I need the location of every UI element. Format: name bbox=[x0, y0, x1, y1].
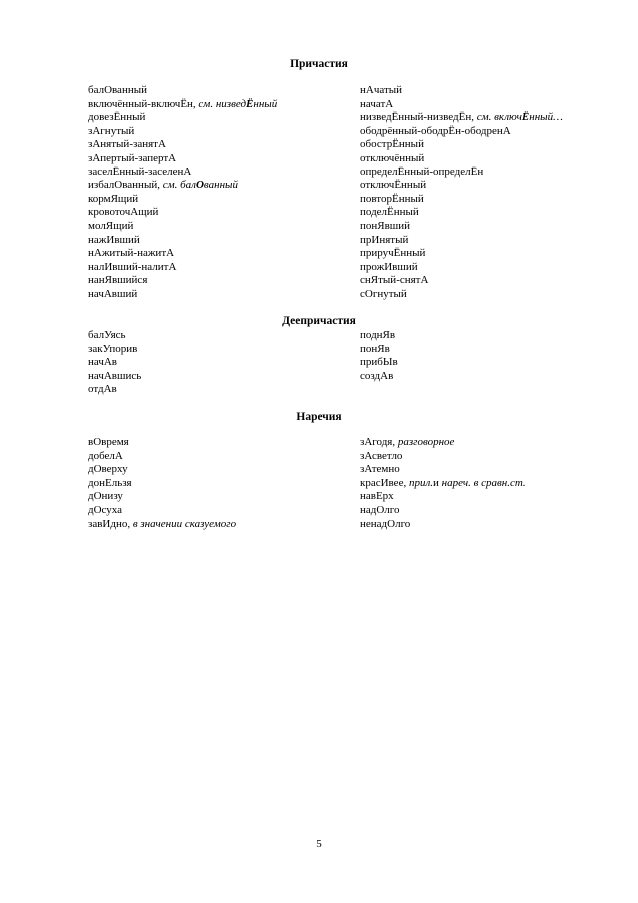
word-entry bbox=[88, 518, 236, 532]
word-text: начАв bbox=[88, 356, 117, 369]
word-entry bbox=[360, 504, 526, 518]
word-text: нАчатый bbox=[360, 84, 403, 96]
word-text: приручЁнный bbox=[360, 247, 426, 260]
word-text: дОсуха bbox=[88, 503, 123, 516]
adverbs-right-column bbox=[360, 436, 526, 531]
word-text: Ё bbox=[246, 97, 254, 110]
word-entry bbox=[360, 179, 563, 193]
word-entry bbox=[88, 436, 236, 450]
word-entry bbox=[360, 138, 563, 152]
word-entry bbox=[360, 220, 563, 234]
word-entry bbox=[360, 329, 398, 343]
word-text: зАгнутый bbox=[88, 124, 135, 137]
word-entry bbox=[88, 274, 277, 288]
word-text: зАсветло bbox=[360, 449, 403, 462]
word-text: нажИвший bbox=[88, 233, 140, 246]
word-text: в значении сказуемого bbox=[132, 517, 237, 530]
word-text: прИнятый bbox=[360, 233, 409, 246]
word-text: Ё bbox=[521, 111, 530, 124]
word-entry bbox=[88, 288, 277, 302]
word-text: ненадОлго bbox=[360, 517, 411, 530]
word-entry bbox=[360, 261, 563, 275]
word-text: молЯщий bbox=[88, 219, 134, 232]
word-text: понЯв bbox=[360, 342, 390, 355]
word-entry bbox=[88, 450, 236, 464]
word-text: завИдно, bbox=[88, 517, 133, 530]
word-text: добелА bbox=[88, 449, 123, 462]
word-text: нный… bbox=[529, 111, 563, 124]
word-text: снЯтый-снятА bbox=[360, 274, 429, 287]
word-text: поделЁнный bbox=[360, 206, 419, 219]
word-text: см. бал bbox=[162, 179, 196, 192]
word-entry bbox=[360, 206, 563, 220]
word-text: зАнятый-занятА bbox=[88, 138, 166, 151]
word-entry bbox=[360, 450, 526, 464]
word-text: заселЁнный-заселенА bbox=[88, 165, 192, 178]
word-entry bbox=[360, 288, 563, 302]
word-text: отключЁнный bbox=[360, 179, 427, 192]
word-text: создАв bbox=[360, 369, 394, 382]
word-entry bbox=[88, 179, 277, 193]
gerunds-right-column bbox=[360, 329, 398, 383]
word-text: отключённый bbox=[360, 151, 425, 164]
word-text: ободрённый-ободрЁн-ободренА bbox=[360, 124, 511, 137]
word-entry bbox=[360, 490, 526, 504]
word-entry bbox=[88, 111, 277, 125]
word-entry bbox=[88, 370, 141, 384]
word-text: балОванный bbox=[88, 84, 147, 96]
word-entry bbox=[360, 370, 398, 384]
word-entry bbox=[360, 234, 563, 248]
word-text: ванный bbox=[203, 179, 238, 192]
word-text: прожИвший bbox=[360, 260, 418, 273]
page-number: 5 bbox=[316, 838, 322, 850]
word-entry bbox=[88, 98, 277, 112]
adverbs-left-column bbox=[88, 436, 236, 531]
word-entry bbox=[360, 247, 563, 261]
word-text: и bbox=[433, 476, 442, 489]
word-text: определЁнный-определЁн bbox=[360, 165, 484, 178]
word-entry bbox=[88, 206, 277, 220]
word-text: прибЫв bbox=[360, 356, 398, 369]
word-text: включённый-включЁн, bbox=[88, 97, 199, 110]
word-entry bbox=[360, 98, 563, 112]
word-entry bbox=[360, 436, 526, 450]
word-text: налИвший-налитА bbox=[88, 260, 177, 273]
word-entry bbox=[360, 274, 563, 288]
word-text: дОнизу bbox=[88, 490, 123, 503]
word-text: закУпорив bbox=[88, 342, 138, 355]
word-entry bbox=[88, 84, 277, 98]
word-entry bbox=[360, 343, 398, 357]
word-entry bbox=[360, 463, 526, 477]
word-entry bbox=[360, 125, 563, 139]
word-entry bbox=[360, 111, 563, 125]
word-text: О bbox=[195, 179, 204, 192]
section-title-participles: Причастия bbox=[290, 58, 348, 70]
word-entry bbox=[88, 193, 277, 207]
word-text: донЕльзя bbox=[88, 476, 132, 489]
word-text: вОвремя bbox=[88, 436, 129, 448]
word-entry bbox=[88, 477, 236, 491]
word-text: балУясь bbox=[88, 329, 126, 341]
word-entry bbox=[88, 463, 236, 477]
word-entry bbox=[88, 152, 277, 166]
word-entry bbox=[360, 477, 526, 491]
word-entry bbox=[360, 518, 526, 532]
word-entry bbox=[360, 193, 563, 207]
word-entry bbox=[88, 343, 141, 357]
word-text: разговорное bbox=[397, 436, 455, 448]
word-text: избалОванный, bbox=[88, 179, 163, 192]
word-text: сОгнутый bbox=[360, 287, 407, 300]
word-text: навЕрх bbox=[360, 490, 394, 503]
participles-left-column bbox=[88, 84, 277, 302]
word-text: довезЁнный bbox=[88, 111, 146, 124]
gerunds-left-column bbox=[88, 329, 141, 397]
participles-right-column bbox=[360, 84, 563, 302]
section-title-adverbs: Наречия bbox=[296, 411, 342, 423]
word-text: надОлго bbox=[360, 503, 400, 516]
word-text: нАжитый-нажитА bbox=[88, 247, 175, 260]
word-entry bbox=[360, 166, 563, 180]
word-entry bbox=[88, 125, 277, 139]
word-text: повторЁнный bbox=[360, 192, 424, 205]
word-text: см. низвед bbox=[198, 97, 247, 110]
word-entry bbox=[360, 152, 563, 166]
word-text: нанЯвшийся bbox=[88, 274, 148, 287]
word-text: начАвший bbox=[88, 287, 138, 300]
word-text: нареч. в сравн.ст. bbox=[441, 476, 526, 489]
word-text: зАтемно bbox=[360, 463, 400, 476]
word-entry bbox=[360, 356, 398, 370]
word-entry bbox=[88, 383, 141, 397]
word-text: начАвшись bbox=[88, 369, 142, 382]
word-text: понЯвший bbox=[360, 219, 411, 232]
word-text: см. включ bbox=[476, 111, 522, 124]
word-entry bbox=[88, 166, 277, 180]
word-text: отдАв bbox=[88, 383, 117, 396]
word-text: начатА bbox=[360, 97, 394, 110]
word-entry bbox=[88, 220, 277, 234]
word-entry bbox=[88, 247, 277, 261]
word-entry bbox=[88, 138, 277, 152]
word-entry bbox=[88, 490, 236, 504]
word-text: поднЯв bbox=[360, 329, 396, 341]
word-entry bbox=[88, 504, 236, 518]
word-text: кровоточАщий bbox=[88, 206, 159, 219]
word-text: красИвее, bbox=[360, 476, 409, 489]
word-text: зАпертый-запертА bbox=[88, 151, 177, 164]
word-entry bbox=[88, 356, 141, 370]
word-text: кормЯщий bbox=[88, 192, 139, 205]
word-text: обострЁнный bbox=[360, 138, 424, 151]
word-text: дОверху bbox=[88, 463, 128, 476]
word-text: прил. bbox=[408, 476, 433, 489]
word-text: низведЁнный-низведЁн, bbox=[360, 111, 477, 124]
word-text: зАгодя, bbox=[360, 436, 398, 448]
word-entry bbox=[88, 234, 277, 248]
word-entry bbox=[88, 261, 277, 275]
word-entry bbox=[360, 84, 563, 98]
word-entry bbox=[88, 329, 141, 343]
section-title-gerunds: Деепричастия bbox=[282, 315, 356, 327]
word-text: нный bbox=[253, 97, 278, 110]
